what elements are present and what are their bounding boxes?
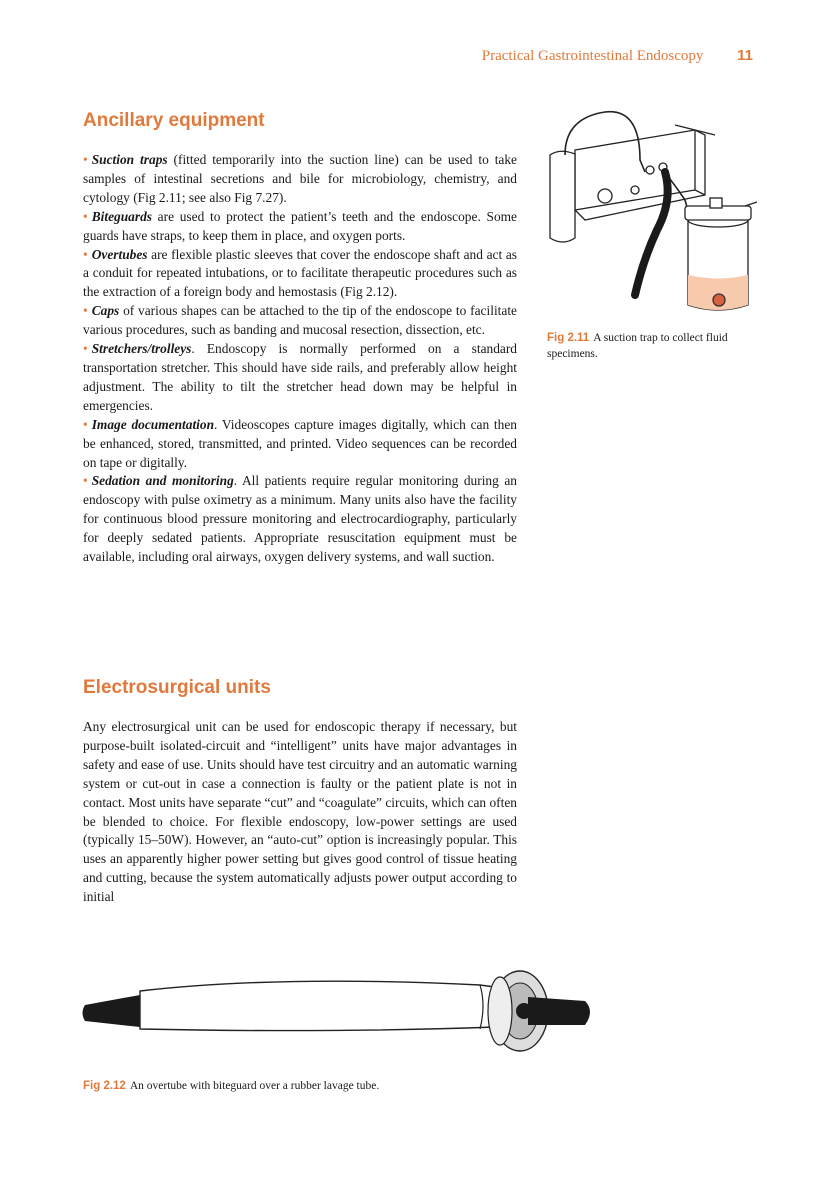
bullet-icon: •: [83, 416, 88, 432]
item-term: Biteguards: [91, 208, 152, 224]
bullet-icon: •: [83, 152, 88, 167]
bullet-icon: •: [83, 473, 88, 489]
item-text: . Endoscopy is normally performed on a standard transportation stretcher. This should have side rails, and preferably allow height adjustment. The ability to tilt the stretcher head down may be helpful in emergencies.: [83, 341, 517, 413]
item-term: Sedation and monitoring: [91, 473, 234, 489]
figure-caption-text: An overtube with biteguard over a rubber lavage tube.: [129, 1080, 380, 1092]
electrosurgical-paragraph: [83, 718, 517, 907]
item-term: Image documentation: [91, 416, 215, 432]
list-item: [83, 340, 517, 416]
item-term: Overtubes: [91, 246, 148, 262]
figure-label: Fig 2.11: [547, 332, 590, 344]
bullet-icon: •: [83, 303, 88, 319]
item-term: Suction traps: [91, 152, 168, 167]
overtube-illustration: [80, 965, 600, 1060]
list-item: [83, 416, 517, 473]
item-text: are used to protect the patient’s teeth and the endoscope. Some guards have straps, to keep them in place, and oxygen ports.: [83, 208, 517, 243]
figure-label: Fig 2.12: [83, 1080, 126, 1092]
list-item: [83, 472, 517, 567]
item-text: are flexible plastic sleeves that cover the endoscope shaft and act as a conduit for repeated intubations, or to facilitate therapeutic procedures such as the extraction of a foreign body and hemostasis (Fig 2.12).: [83, 246, 517, 300]
page-number: 11: [737, 47, 753, 64]
list-item: [83, 246, 517, 303]
figure-caption-text: A suction trap to collect fluid specimens.: [547, 332, 728, 360]
body-paragraph: Any electrosurgical unit can be used for endoscopic therapy if necessary, but purpose-built isolated-circuit and “intelligent” units have major advantages in safety and ease of use. Units should have test circuitry and an automatic warning system or cut-out in case a connection is faulty or the patient plate is not in contact. Most units have separate “cut” and “coagulate” circuits, which can often be blended to choice. For flexible endoscopy, low-power settings are used (typically 15–50W). However, an “auto-cut” option is increasingly popular. This uses an apparently higher power setting but gives good control of tissue heating and cutting, because the system automatically adjusts power output according to initial: [83, 719, 517, 905]
list-item: [83, 302, 517, 340]
suction-trap-illustration: [545, 110, 760, 315]
bullet-icon: •: [83, 341, 88, 357]
list-item: [83, 151, 517, 208]
item-text: . All patients require regular monitoring during an endoscopy with pulse oximetry as a minimum. Many units also have the facility for continuous blood pressure monitoring and electrocardiography, particularly for deeply sedated patients. Appropriate resuscitation equipment must be available, including oral airways, oxygen delivery systems, and wall suction.: [83, 473, 518, 565]
figure-caption: [547, 330, 747, 362]
item-term: Caps: [91, 303, 120, 319]
list-item: [83, 208, 517, 246]
heading-electrosurgical-units: Electrosurgical units: [83, 677, 271, 698]
running-header: [482, 47, 753, 65]
item-text: . Videoscopes capture images digitally, which can then be enhanced, stored, transmitted, and printed. Video sequences can be recorded on tape or digitally.: [83, 416, 517, 470]
bullet-icon: •: [83, 246, 88, 262]
heading-ancillary-equipment: Ancillary equipment: [83, 110, 265, 131]
running-title: Practical Gastrointestinal Endoscopy: [481, 48, 704, 64]
item-term: Stretchers/trolleys: [91, 341, 192, 357]
item-text: (fitted temporarily into the suction line) can be used to take samples of intestinal secretions and bile for microbiology, chemistry, and cytology (Fig 2.11; see also Fig 7.27).: [83, 152, 518, 205]
figure-caption: [83, 1078, 583, 1094]
bullet-icon: •: [83, 208, 88, 224]
item-text: of various shapes can be attached to the tip of the endoscope to facilitate various procedures, such as banding and mucosal resection, dissection, etc.: [83, 303, 517, 338]
ancillary-equipment-list: [83, 151, 517, 567]
